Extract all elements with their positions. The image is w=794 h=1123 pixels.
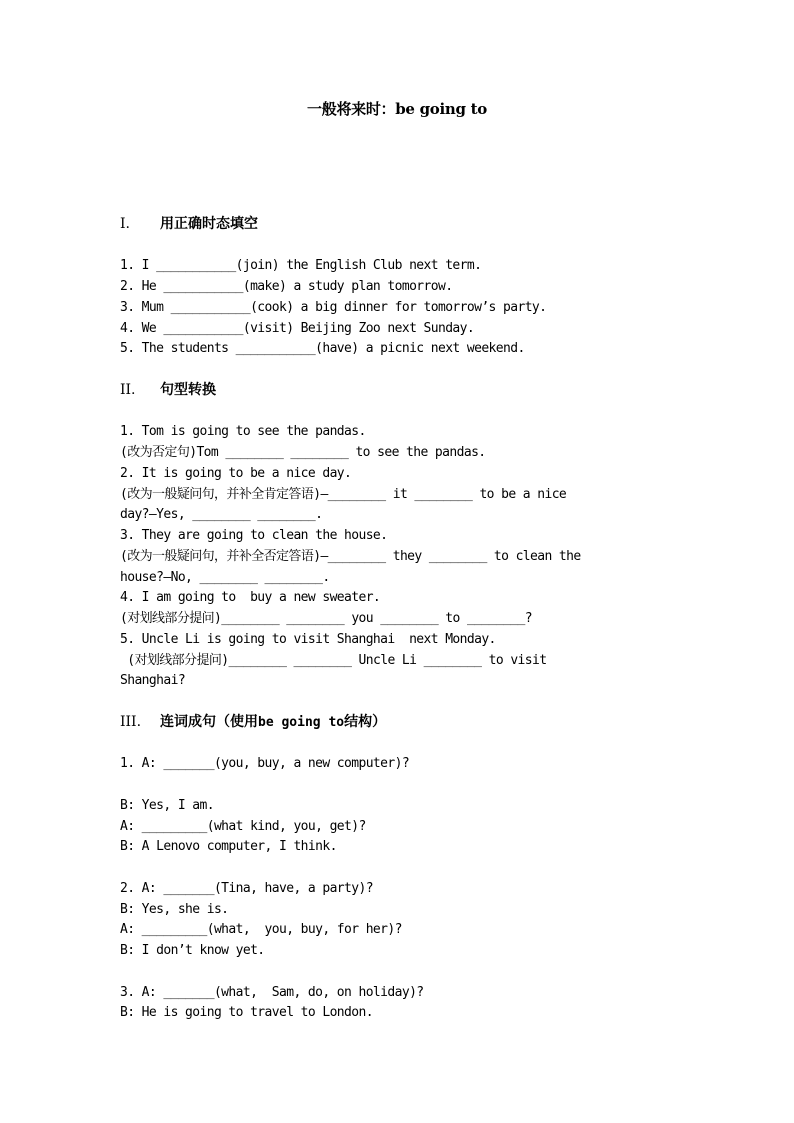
section-1-number: I. xyxy=(120,216,130,232)
section-1-title: 用正确时态填空 xyxy=(160,216,258,232)
section-3-line: 3. A: _______(what, Sam, do, on holiday)? xyxy=(120,985,424,1000)
section-3-line: A: _________(what kind, you, get)? xyxy=(120,819,366,834)
section-2-title: 句型转换 xyxy=(160,382,216,398)
section-3-line: B: I don’t know yet. xyxy=(120,943,265,958)
section-2-line: 2. It is going to be a nice day. xyxy=(120,466,352,481)
section-3-line: 1. A: _______(you, buy, a new computer)? xyxy=(120,756,410,771)
section-3-line: B: He is going to travel to London. xyxy=(120,1005,373,1020)
section-3-line: B: Yes, I am. xyxy=(120,798,214,813)
section-2-line: 1. Tom is going to see the pandas. xyxy=(120,424,366,439)
section-3-line: B: Yes, she is. xyxy=(120,902,229,917)
section-1-heading xyxy=(120,214,258,234)
section-3-line: A: _________(what, you, buy, for her)? xyxy=(120,922,402,937)
section-3-line: B: A Lenovo computer, I think. xyxy=(120,839,337,854)
section-1-item: 5. The students ___________(have) a picnic next weekend. xyxy=(120,341,525,356)
section-1-item: 2. He ___________(make) a study plan tomorrow. xyxy=(120,279,453,294)
section-3-number: III. xyxy=(120,714,142,730)
section-1-item: 1. I ___________(join) the English Club next term. xyxy=(120,258,482,273)
section-3-title-suffix: 结构） xyxy=(344,714,387,730)
section-2-line: (对划线部分提问)________ ________ you ________ to ________? xyxy=(120,611,533,626)
section-2-line: Shanghai? xyxy=(120,673,186,688)
section-3-heading xyxy=(120,712,386,733)
section-2-line: 5. Uncle Li is going to visit Shanghai next Monday. xyxy=(120,632,496,647)
section-2-line: (改为一般疑问句，并补全肯定答语)—________ it ________ to be a nice xyxy=(120,487,567,502)
section-2-line: (改为否定句)Tom ________ ________ to see the pandas. xyxy=(120,445,486,460)
section-1-item: 3. Mum ___________(cook) a big dinner for tomorrow’s party. xyxy=(120,300,547,315)
section-2-number: II. xyxy=(120,382,136,398)
section-3-title-code: be going to xyxy=(258,715,345,730)
section-2-line: 3. They are going to clean the house. xyxy=(120,528,388,543)
section-3-line: 2. A: _______(Tina, have, a party)? xyxy=(120,881,373,896)
page-title: 一般将来时：be going to xyxy=(307,100,487,118)
section-2-line: 4. I am going to buy a new sweater. xyxy=(120,590,381,605)
section-2-line: day?—Yes, ________ ________. xyxy=(120,507,323,522)
section-3-title-prefix: 连词成句（使用 xyxy=(160,714,258,730)
section-2-heading xyxy=(120,380,216,400)
section-2-line: (对划线部分提问)________ ________ Uncle Li ________ to visit xyxy=(120,653,547,668)
section-2-line: (改为一般疑问句，并补全否定答语)—________ they ________ to clean the xyxy=(120,549,581,564)
section-1-item: 4. We ___________(visit) Beijing Zoo next Sunday. xyxy=(120,321,475,336)
section-2-line: house?—No, ________ ________. xyxy=(120,570,330,585)
